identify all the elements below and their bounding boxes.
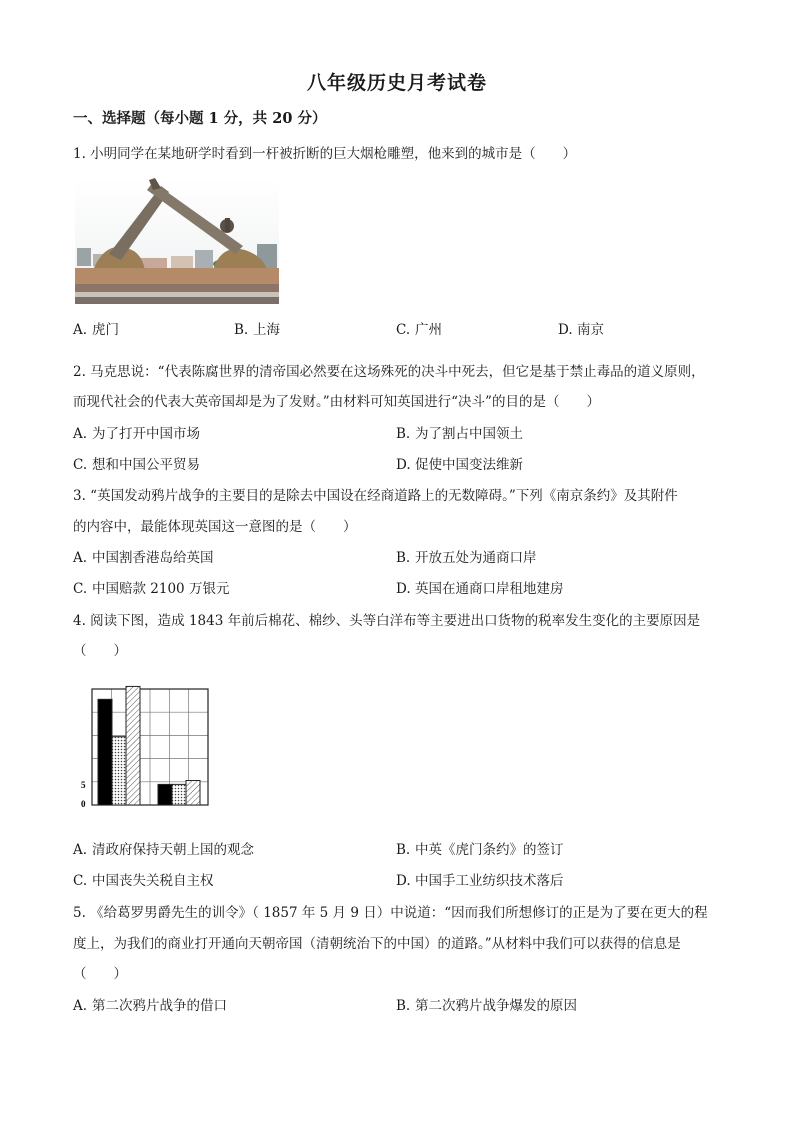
q2-option-a[interactable]: A. 为了打开中国市场 — [73, 426, 200, 442]
q1-option-a[interactable]: A. 虎门 — [73, 322, 119, 338]
q2-stem-line1: 2. 马克思说：“代表陈腐世界的清帝国必然要在这场殊死的决斗中死去，但它是基于禁止毒品的道义原则， — [73, 364, 705, 380]
q4-stem-line1: 4. 阅读下图，造成 1843 年前后棉花、棉纱、头等白洋布等主要进出口货物的税率发生变化的主要原因是 — [73, 613, 701, 629]
q4-option-b[interactable]: B. 中英《虎门条约》的签订 — [396, 842, 564, 858]
broken-pipe-sculpture-photo — [75, 178, 279, 304]
bar-group1-series3 — [126, 686, 140, 805]
q3-option-b[interactable]: B. 开放五处为通商口岸 — [396, 550, 537, 566]
q4-option-d[interactable]: D. 中国手工业纺织技术落后 — [396, 873, 564, 889]
q3-stem-line1: 3. “英国发动鸦片战争的主要目的是除去中国设在经商道路上的无数障碍。”下列《南京条约》及其附件 — [73, 488, 678, 504]
bar-group2-series2 — [172, 784, 186, 805]
q3-option-c[interactable]: C. 中国赔款 2100 万银元 — [73, 581, 230, 597]
bar-group2-series1 — [158, 784, 172, 805]
q4-option-c[interactable]: C. 中国丧失关税自主权 — [73, 873, 214, 889]
tariff-bar-chart — [78, 685, 214, 810]
q3-stem-line2: 的内容中，最能体现英国这一意图的是（ ） — [73, 519, 357, 535]
q5-option-b[interactable]: B. 第二次鸦片战争爆发的原因 — [396, 998, 577, 1014]
q3-option-a[interactable]: A. 中国割香港岛给英国 — [73, 550, 214, 566]
q4-stem-line2: （ ） — [73, 643, 127, 659]
exam-title: 八年级历史月考试卷 — [306, 72, 487, 94]
q5-stem-line1: 5. 《给葛罗男爵先生的训令》（ 1857 年 5 月 9 日）中说道：“因而我们所想修订的正是为了要在更大的程 — [73, 905, 708, 921]
q1-stem: 1. 小明同学在某地研学时看到一杆被折断的巨大烟枪雕塑，他来到的城市是（ ） — [73, 146, 577, 162]
bar-group1-series2 — [112, 737, 126, 805]
q2-stem-line2: 而现代社会的代表大英帝国却是为了发财。”由材料可知英国进行“决斗”的目的是（ ） — [73, 394, 600, 410]
q2-option-c[interactable]: C. 想和中国公平贸易 — [73, 457, 200, 473]
ytick-label-0: 0 — [81, 799, 86, 809]
chart-bars — [98, 686, 200, 805]
q1-option-d[interactable]: D. 南京 — [558, 322, 604, 338]
q1-option-b[interactable]: B. 上海 — [234, 322, 280, 338]
section-heading: 一、选择题（每小题 1 分，共 20 分） — [73, 110, 327, 127]
q5-option-a[interactable]: A. 第二次鸦片战争的借口 — [73, 998, 227, 1014]
ytick-label-5: 5 — [81, 780, 86, 790]
q5-stem-line2: 度上，为我们的商业打开通向天朝帝国（清朝统治下的中国）的道路。”从材料中我们可以获得的信息是 — [73, 936, 681, 952]
q2-option-b[interactable]: B. 为了割占中国领土 — [396, 426, 523, 442]
q3-option-d[interactable]: D. 英国在通商口岸租地建房 — [396, 581, 564, 597]
bar-group2-series3 — [186, 781, 200, 805]
bar-group1-series1 — [98, 699, 112, 805]
q1-option-c[interactable]: C. 广州 — [396, 322, 442, 338]
q5-stem-line3: （ ） — [73, 966, 127, 982]
q4-option-a[interactable]: A. 清政府保持天朝上国的观念 — [73, 842, 254, 858]
q2-option-d[interactable]: D. 促使中国变法维新 — [396, 457, 523, 473]
